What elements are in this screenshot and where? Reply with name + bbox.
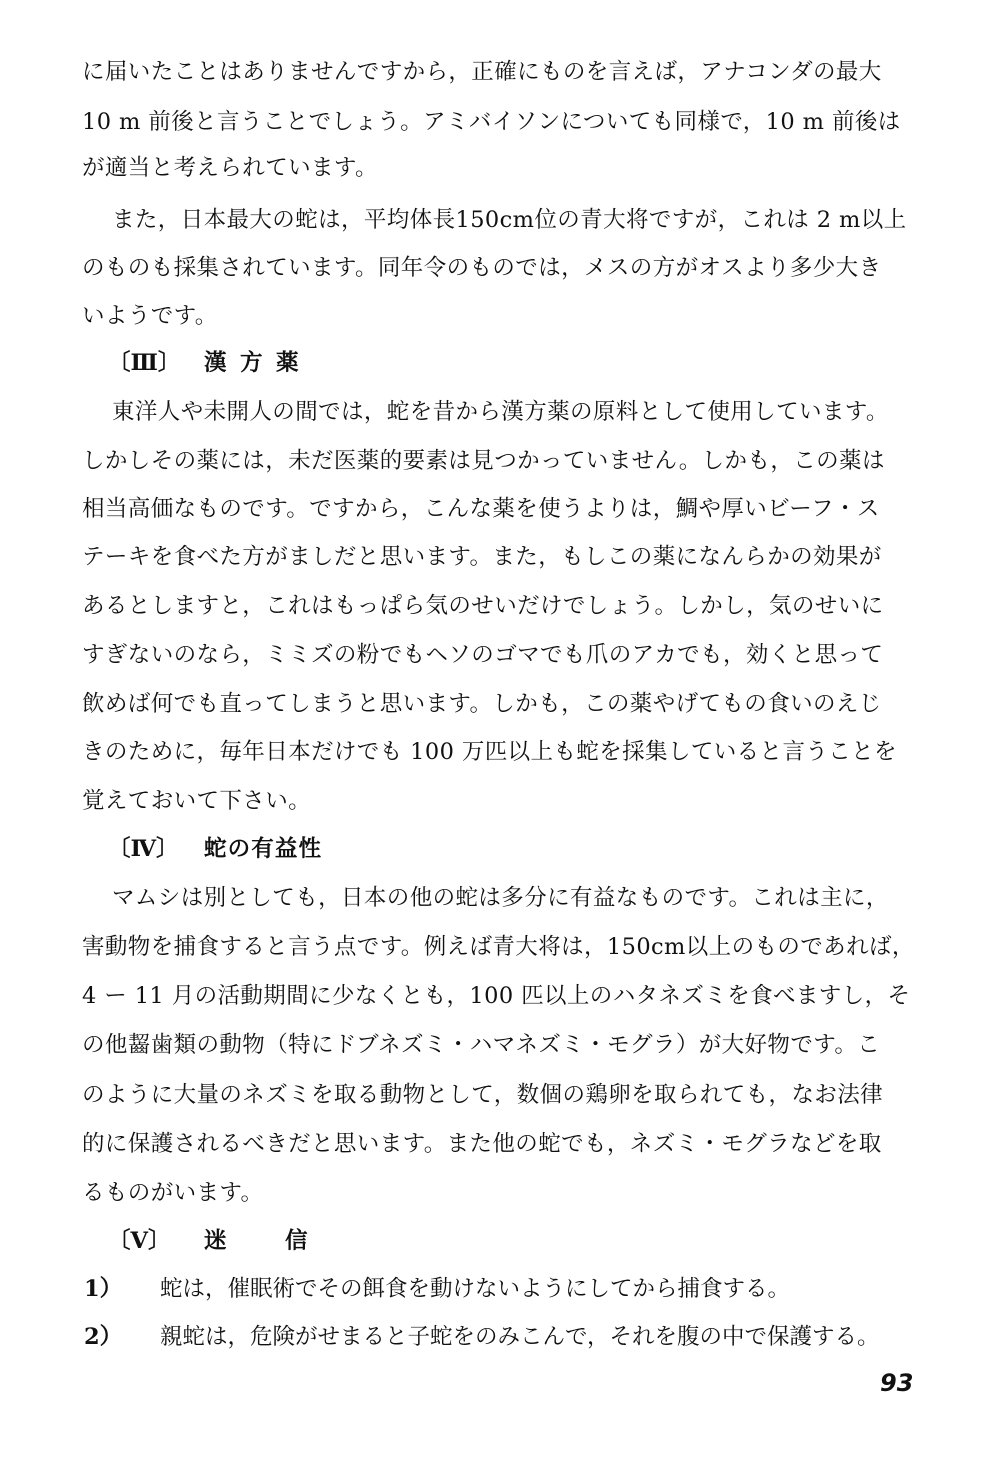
text-line: 覚えておいて下さい。 — [82, 788, 312, 814]
text-line: に届いたことはありませんですから，正確にものを言えば，アナコンダの最大 — [82, 59, 882, 85]
text-line: 飲めば何でも直ってしまうと思います。しかも，この薬やげてもの食いのえじ — [82, 691, 882, 717]
text-line: が適当と考えられています。 — [82, 155, 378, 181]
text-line: しかしその薬には，未だ医薬的要素は見つかっていません。しかも，この薬は — [82, 448, 885, 474]
text-line: いようです。 — [82, 303, 218, 329]
text-line: るものがいます。 — [82, 1180, 264, 1206]
text-line: 的に保護されるべきだと思います。また他の蛇でも，ネズミ・モグラなどを取 — [82, 1131, 882, 1157]
list-item-text: 親蛇は，危険がせまると子蛇をのみこんで，それを腹の中で保護する。 — [160, 1324, 880, 1350]
list-item-label: 1） — [84, 1276, 123, 1302]
text-line: すぎないのなら，ミミズの粉でもヘソのゴマでも爪のアカでも，効くと思って — [82, 642, 884, 668]
text-line: きのために，毎年日本だけでも 100 万匹以上も蛇を採集していると言うことを — [82, 739, 897, 765]
text-line: マムシは別としても，日本の他の蛇は多分に有益なものです。これは主に， — [112, 885, 889, 911]
text-line: 相当高価なものです。ですから，こんな薬を使うよりは，鯛や厚いビーフ・ス — [82, 496, 880, 522]
section-title: 蛇の有益性 — [204, 836, 323, 862]
text-line: 10 m 前後と言うことでしょう。アミバイソンについても同様で，10 m 前後は — [82, 109, 901, 135]
text-line: 害動物を捕食すると言う点です。例えば青大将は，150cm以上のものであれば， — [82, 934, 915, 960]
text-line: のものも採集されています。同年令のものでは，メスの方がオスより多少大き — [82, 255, 882, 281]
text-line: テーキを食べた方がましだと思います。また，もしこの薬になんらかの効果が — [82, 544, 882, 570]
section-number: 〔Ⅴ〕 — [108, 1228, 171, 1254]
section-title: 迷信 — [204, 1228, 367, 1254]
list-item — [84, 1322, 880, 1352]
section-number: 〔Ⅳ〕 — [108, 836, 179, 862]
section-heading-4 — [108, 834, 322, 864]
text-line: 東洋人や未開人の間では，蛇を昔から漢方薬の原料として使用しています。 — [112, 399, 889, 425]
section-heading-5 — [108, 1226, 366, 1256]
text-line: 4 ー 11 月の活動期間に少なくとも，100 匹以上のハタネズミを食べますし，そ — [82, 983, 911, 1009]
text-line: の他齧歯類の動物（特にドブネズミ・ハマネズミ・モグラ）が大好物です。こ — [82, 1032, 881, 1058]
section-heading-3 — [108, 348, 312, 378]
list-item — [84, 1274, 790, 1304]
section-title: 漢方薬 — [204, 350, 313, 376]
text-line: また，日本最大の蛇は，平均体長150cm位の青大将ですが，これは 2 m以上 — [112, 207, 907, 233]
list-item-text: 蛇は，催眠術でその餌食を動けないようにしてから捕食する。 — [160, 1276, 791, 1302]
text-line: あるとしますと，これはもっぱら気のせいだけでしょう。しかし，気のせいに — [82, 593, 884, 619]
text-line: のように大量のネズミを取る動物として，数個の鶏卵を取られても，なお法律 — [82, 1082, 884, 1108]
page-number: 93 — [880, 1369, 914, 1397]
list-item-label: 2） — [84, 1324, 123, 1350]
section-number: 〔Ⅲ〕 — [108, 350, 181, 376]
